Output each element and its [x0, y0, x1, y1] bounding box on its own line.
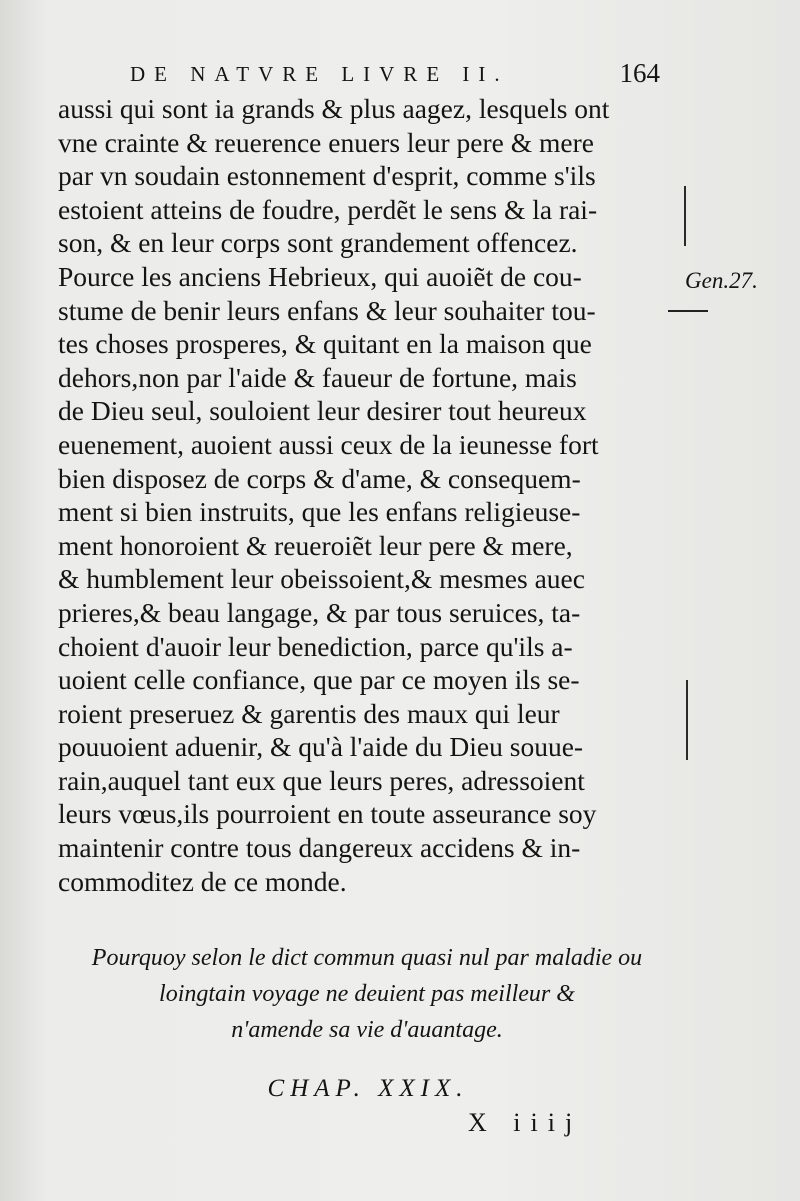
text-line: leurs vœus,ils pourroient en toute asseurance soy — [58, 798, 597, 830]
text-line: stume de benir leurs enfans & leur souhaiter tou- — [58, 294, 596, 326]
chapter-summary — [62, 940, 672, 1048]
page-number: 164 — [619, 58, 660, 88]
running-title: DE NATVRE LIVRE II. — [130, 62, 509, 86]
text-line: ment si bien instruits, que les enfans religieuse- — [58, 496, 581, 528]
margin-note: Gen.27. — [685, 268, 758, 293]
summary-line: Pourquoy selon le dict commun quasi nul par maladie ou — [91, 945, 643, 971]
margin-dash — [668, 310, 708, 312]
text-line: prieres,& beau langage, & par tous seruices, ta- — [58, 596, 581, 628]
text-line: de Dieu seul, souloient leur desirer tout heureux — [58, 395, 587, 427]
text-line: commoditez de ce monde. — [58, 865, 347, 897]
text-line: par vn soudain estonnement d'esprit, comme s'ils — [58, 160, 596, 192]
text-line: rain,auquel tant eux que leurs peres, adressoient — [58, 764, 585, 796]
signature-mark: X iiij — [468, 1108, 583, 1137]
text-line: aussi qui sont ia grands & plus aagez, lesquels ont — [58, 93, 610, 124]
summary-line: loingtain voyage ne deuient pas meilleur & — [159, 981, 575, 1007]
body-text — [58, 92, 670, 898]
text-line: choient d'auoir leur benediction, parce qu'ils a- — [58, 630, 573, 662]
text-line: Pource les anciens Hebrieux, qui auoiẽt de cou- — [58, 260, 582, 292]
text-line: vne crainte & reuerence enuers leur pere & mere — [58, 126, 594, 158]
text-line: maintenir contre tous dangereux accidens & in- — [58, 832, 581, 864]
text-line: ment honoroient & reueroiẽt leur pere & mere, — [58, 529, 573, 561]
text-line: son, & en leur corps sont grandement offencez. — [58, 227, 578, 259]
text-line: dehors,non par l'aide & faueur de fortune, mais — [58, 361, 577, 393]
text-line: & humblement leur obeissoient,& mesmes auec — [58, 563, 585, 595]
running-head — [130, 58, 660, 94]
text-line: roient preseruez & garentis des maux qui leur — [58, 697, 560, 729]
text-line: euenement, auoient aussi ceux de la ieunesse fort — [58, 428, 599, 460]
summary-line: n'amende sa vie d'auantage. — [231, 1017, 503, 1043]
text-line: estoient atteins de foudre, perdẽt le sens & la rai- — [58, 193, 598, 225]
margin-bracket — [684, 186, 686, 246]
text-line: uoient celle confiance, que par ce moyen ils se- — [58, 664, 580, 696]
chapter-heading: CHAP. XXIX. — [267, 1075, 469, 1102]
margin-bracket — [686, 680, 688, 760]
text-line: tes choses prosperes, & quitant en la maison que — [58, 328, 592, 360]
text-line: bien disposez de corps & d'ame, & consequem- — [58, 462, 581, 494]
text-line: pouuoient aduenir, & qu'à l'aide du Dieu souue- — [58, 731, 584, 763]
